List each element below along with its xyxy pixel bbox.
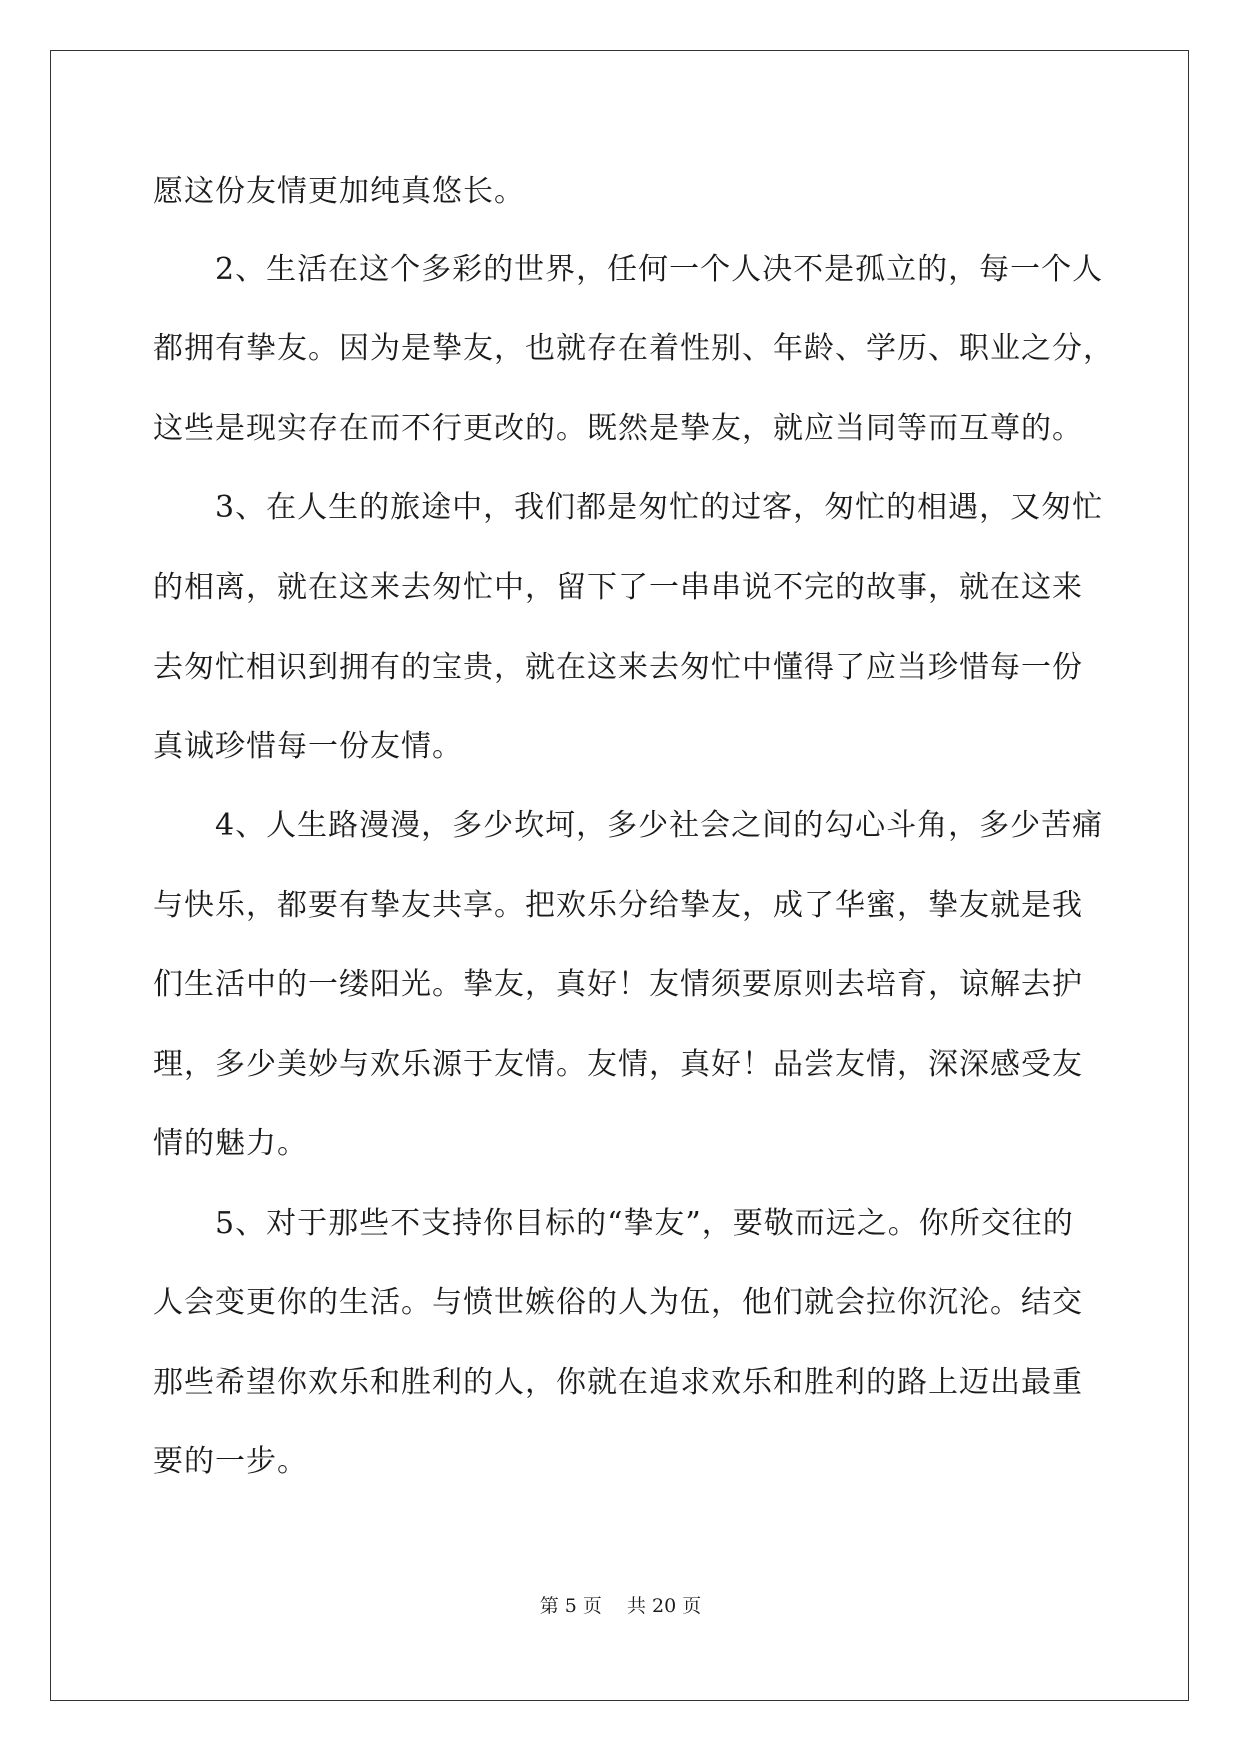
text-line: 去匆忙相识到拥有的宝贵，就在这来去匆忙中懂得了应当珍惜每一份 [153, 650, 1083, 685]
text-line: 们生活中的一缕阳光。挚友，真好！友情须要原则去培育，谅解去护 [153, 967, 1083, 1002]
text-line: 与快乐，都要有挚友共享。把欢乐分给挚友，成了华蜜，挚友就是我 [153, 888, 1083, 923]
text-line: 那些希望你欢乐和胜利的人，你就在追求欢乐和胜利的路上迈出最重 [153, 1365, 1083, 1400]
text-line: 人会变更你的生活。与愤世嫉俗的人为伍，他们就会拉你沉沦。结交 [153, 1285, 1083, 1320]
text-line: 愿这份友情更加纯真悠长。 [153, 174, 525, 209]
text-line: 都拥有挚友。因为是挚友，也就存在着性别、年龄、学历、职业之分， [153, 331, 1114, 366]
page-number-footer: 第 5 页 共 20 页 [539, 1595, 702, 1617]
text-line: 这些是现实存在而不行更改的。既然是挚友，就应当同等而互尊的。 [153, 411, 1083, 446]
text-line: 要的一步。 [153, 1444, 308, 1479]
text-line: 真诚珍惜每一份友情。 [153, 729, 463, 764]
text-line: 2、生活在这个多彩的世界，任何一个人决不是孤立的，每一个人 [153, 252, 1104, 287]
text-line: 4、人生路漫漫，多少坎坷，多少社会之间的勾心斗角，多少苦痛 [153, 808, 1104, 843]
text-line: 5、对于那些不支持你目标的“挚友”，要敬而远之。你所交往的 [153, 1206, 1074, 1241]
text-line: 理，多少美妙与欢乐源于友情。友情，真好！品尝友情，深深感受友 [153, 1047, 1083, 1082]
text-line: 3、在人生的旅途中，我们都是匆忙的过客，匆忙的相遇，又匆忙 [153, 490, 1104, 525]
text-line: 情的魅力。 [153, 1126, 308, 1161]
text-line: 的相离，就在这来去匆忙中，留下了一串串说不完的故事，就在这来 [153, 570, 1083, 605]
